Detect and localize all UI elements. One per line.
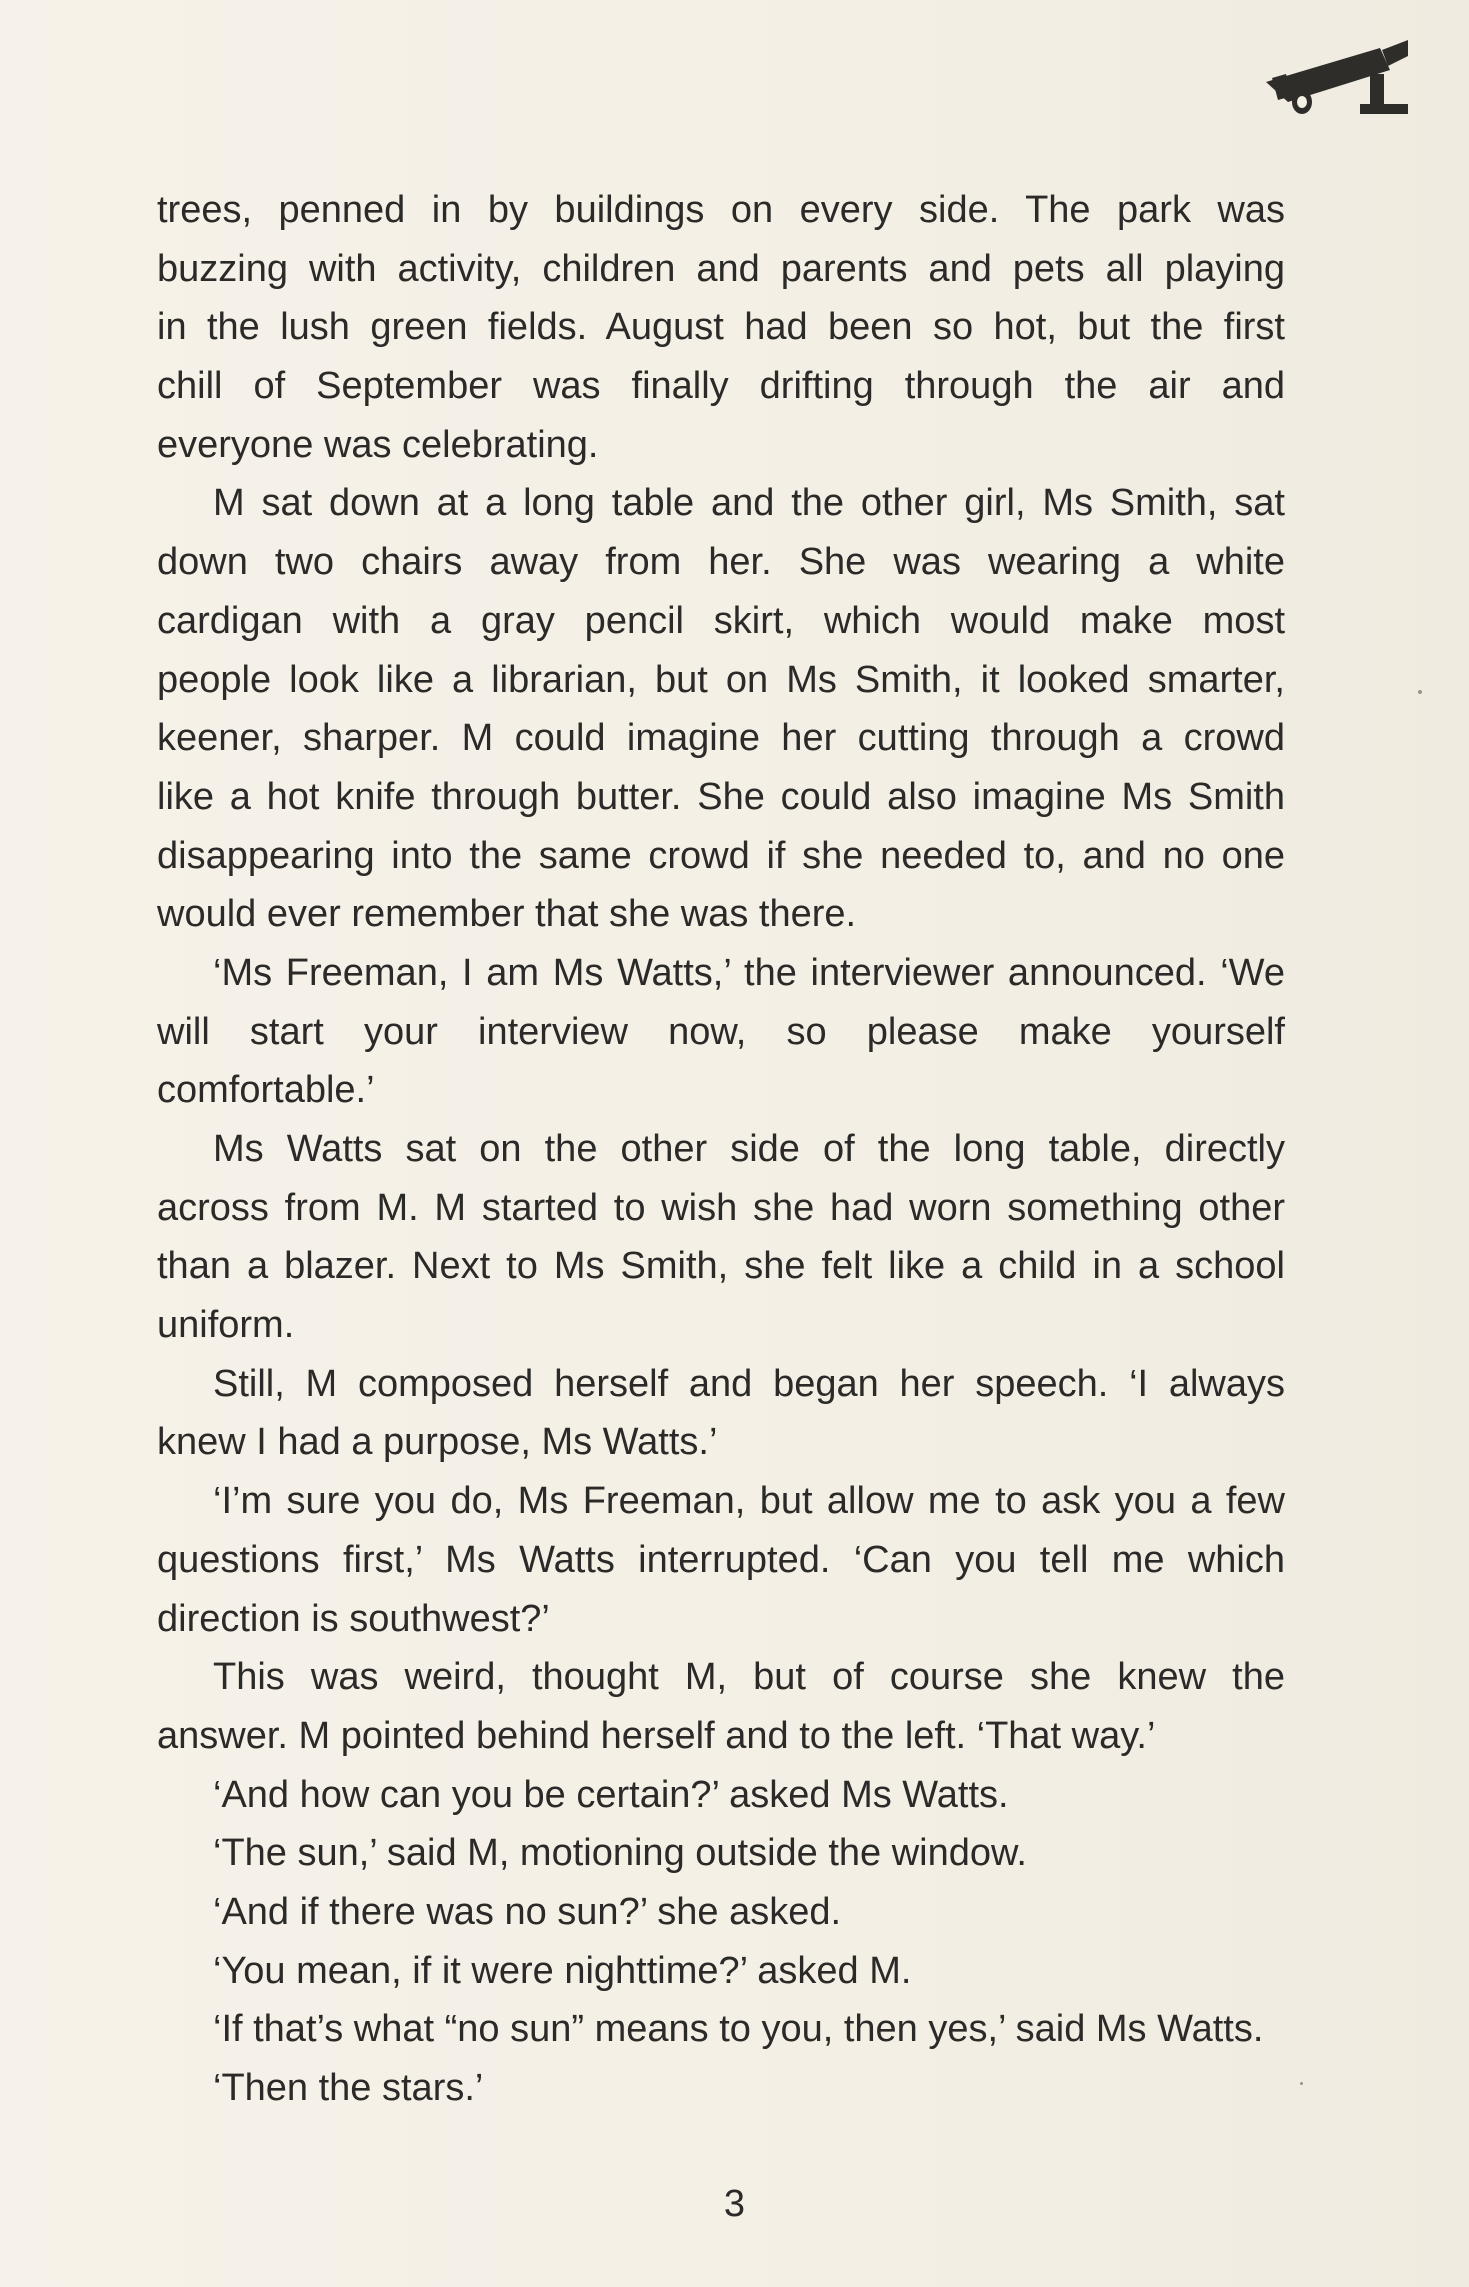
text-line: knew I had a purpose, Ms Watts.’ bbox=[157, 1421, 718, 1464]
page-number: 3 bbox=[723, 2183, 746, 2225]
text-line: direction is southwest?’ bbox=[157, 1597, 550, 1640]
text-line: ‘And if there was no sun?’ she asked. bbox=[213, 1890, 842, 1933]
paper-speck bbox=[1418, 690, 1422, 694]
text-line: would ever remember that she was there. bbox=[157, 893, 857, 936]
text-line: disappearing into the same crowd if she needed to, and no one bbox=[157, 834, 1285, 877]
text-line: ‘I’m sure you do, Ms Freeman, but allow me to ask you a few bbox=[213, 1480, 1285, 1523]
text-line: answer. M pointed behind herself and to the left. ‘That way.’ bbox=[157, 1714, 1156, 1757]
text-line: like a hot knife through butter. She could also imagine Ms Smith bbox=[157, 775, 1285, 818]
paper-speck bbox=[1300, 2082, 1303, 2085]
text-line: buzzing with activity, children and parents and pets all playing bbox=[157, 247, 1285, 290]
text-line: down two chairs away from her. She was wearing a white bbox=[157, 541, 1285, 584]
text-line: ‘Ms Freeman, I am Ms Watts,’ the interviewer announced. ‘We bbox=[213, 951, 1285, 994]
text-line: than a blazer. Next to Ms Smith, she felt like a child in a school bbox=[157, 1245, 1285, 1288]
text-line: comfortable.’ bbox=[157, 1069, 375, 1112]
text-line: This was weird, thought M, but of course she knew the bbox=[213, 1656, 1285, 1699]
text-line: questions first,’ Ms Watts interrupted. ‘Can you tell me which bbox=[157, 1538, 1285, 1581]
text-line: ‘The sun,’ said M, motioning outside the window. bbox=[213, 1832, 1027, 1875]
text-line: uniform. bbox=[157, 1304, 295, 1347]
text-line: ‘If that’s what “no sun” means to you, then yes,’ said Ms Watts. bbox=[213, 2008, 1264, 2051]
text-line: ‘And how can you be certain?’ asked Ms Watts. bbox=[213, 1773, 1009, 1816]
text-line: Still, M composed herself and began her speech. ‘I always bbox=[213, 1362, 1285, 1405]
text-line: trees, penned in by buildings on every side. The park was bbox=[157, 189, 1285, 231]
text-line: ‘You mean, if it were nighttime?’ asked M. bbox=[213, 1949, 912, 1992]
text-line: chill of September was finally drifting through the air and bbox=[157, 365, 1285, 408]
text-line: across from M. M started to wish she had worn something other bbox=[157, 1186, 1285, 1229]
text-line: people look like a librarian, but on Ms Smith, it looked smarter, bbox=[157, 658, 1285, 701]
body-text bbox=[157, 181, 1285, 2118]
text-line: Ms Watts sat on the other side of the long table, directly bbox=[213, 1128, 1285, 1170]
text-line: keener, sharper. M could imagine her cutting through a crowd bbox=[157, 717, 1285, 760]
text-line: M sat down at a long table and the other girl, Ms Smith, sat bbox=[213, 482, 1285, 525]
text-line: ‘Then the stars.’ bbox=[213, 2067, 484, 2109]
text-line: in the lush green fields. August had been so hot, but the first bbox=[157, 306, 1285, 349]
security-camera-icon bbox=[1262, 30, 1412, 150]
text-line: cardigan with a gray pencil skirt, which would make most bbox=[157, 599, 1285, 642]
text-line: will start your interview now, so please make yourself bbox=[157, 1010, 1285, 1053]
text-line: everyone was celebrating. bbox=[157, 423, 599, 466]
